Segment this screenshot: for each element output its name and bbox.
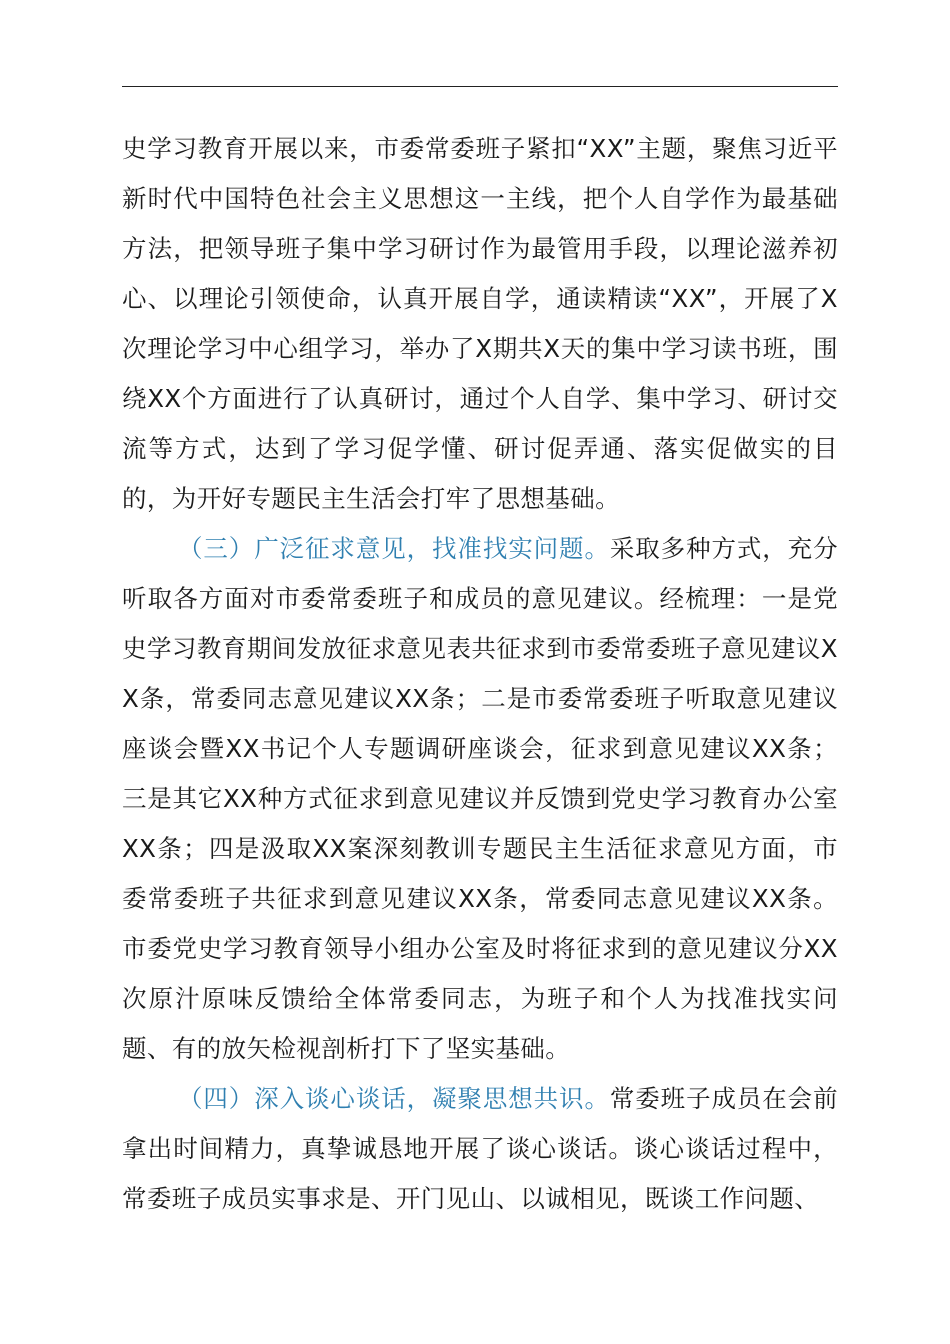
paragraph-2 — [122, 524, 838, 1074]
section-heading-4: （四）深入谈心谈话，凝聚思想共识。 — [178, 1084, 610, 1113]
document-body — [122, 124, 838, 1224]
paragraph-3 — [122, 1074, 838, 1224]
paragraph-1-text: 史学习教育开展以来，市委常委班子紧扣“XX”主题，聚焦习近平新时代中国特色社会主义思想这一主线，把个人自学作为最基础方法，把领导班子集中学习研讨作为最管用手段，以理论滋养初心、以理论引领使命，认真开展自学，通读精读“XX”，开展了X次理论学习中心组学习，举办了X期共X天的集中学习读书班，围绕XX个方面进行了认真研讨，通过个人自学、集中学习、研讨交流等方式，达到了学习促学懂、研讨促弄通、落实促做实的目的，为开好专题民主生活会打牢了思想基础。 — [122, 134, 838, 513]
section-heading-3: （三）广泛征求意见，找准找实问题。 — [178, 534, 610, 563]
paragraph-1 — [122, 124, 838, 524]
paragraph-3-text: 常委班子成员在会前拿出时间精力，真挚诚恳地开展了谈心谈话。谈心谈话过程中，常委班子成员实事求是、开门见山、以诚相见，既谈工作问题、 — [122, 1084, 838, 1213]
paragraph-2-text: 采取多种方式，充分听取各方面对市委常委班子和成员的意见建议。经梳理：一是党史学习教育期间发放征求意见表共征求到市委常委班子意见建议XX条，常委同志意见建议XX条；二是市委常委班子听取意见建议座谈会暨XX书记个人专题调研座谈会，征求到意见建议XX条；三是其它XX种方式征求到意见建议并反馈到党史学习教育办公室XX条；四是汲取XX案深刻教训专题民主生活征求意见方面，市委常委班子共征求到意见建议XX条，常委同志意见建议XX条。市委党史学习教育领导小组办公室及时将征求到的意见建议分XX次原汁原味反馈给全体常委同志，为班子和个人为找准找实问题、有的放矢检视剖析打下了坚实基础。 — [122, 534, 838, 1063]
header-rule — [122, 86, 838, 87]
